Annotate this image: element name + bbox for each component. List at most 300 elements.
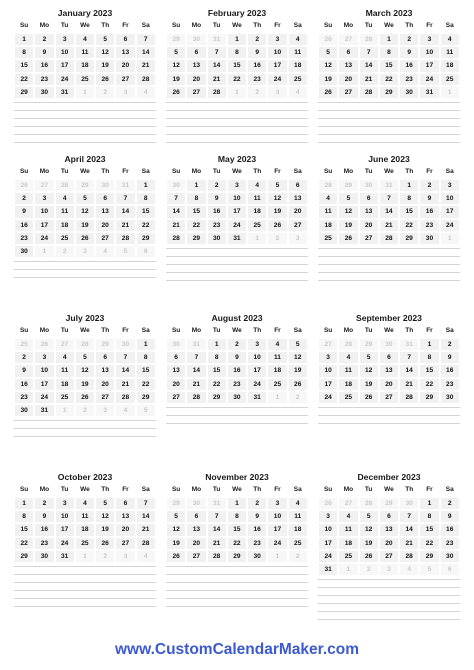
day-cell [115,497,135,510]
day-number: 2 [289,551,307,562]
day-cell [359,523,379,536]
day-cell [136,59,156,72]
weekday-label: Fr [426,327,433,334]
day-number: 6 [360,193,378,204]
day-number: 17 [319,379,337,390]
day-cell [247,550,267,563]
weekday-label: Sa [293,22,302,29]
day-number: 13 [289,193,307,204]
day-number: 30 [248,551,266,562]
day-number: 29 [187,233,205,244]
day-cell [419,364,439,377]
day-cell [338,523,358,536]
day-number: 10 [35,206,53,217]
day-cell [359,73,379,86]
day-number: 9 [441,511,459,522]
day-cell [247,59,267,72]
adjacent-month-day-cell [136,404,156,417]
day-number: 3 [420,34,438,45]
day-cell [34,391,54,404]
week-row [14,497,156,510]
adjacent-month-day-cell [115,179,135,192]
day-number: 31 [380,180,398,191]
weekday-label: Tu [364,22,373,29]
day-number: 7 [400,352,418,363]
day-number: 27 [289,220,307,231]
note-line [318,102,460,110]
adjacent-month-day-cell [34,245,54,258]
notes-lines [318,407,460,431]
footer-website[interactable]: www.CustomCalendarMaker.com [114,641,360,658]
day-number: 2 [248,498,266,509]
day-cell [166,86,186,99]
adjacent-month-day-cell [399,497,419,510]
week-row [14,364,156,377]
day-number: 4 [400,564,418,575]
day-cell [247,364,267,377]
month-july [14,311,156,444]
day-cell [227,510,247,523]
day-number: 12 [289,352,307,363]
day-cell [247,378,267,391]
day-number: 28 [360,87,378,98]
day-number: 23 [400,74,418,85]
day-cell [14,219,34,232]
day-cell [14,245,34,258]
day-number: 5 [96,498,114,509]
adjacent-month-day-cell [14,338,34,351]
day-number: 8 [187,193,205,204]
adjacent-month-day-cell [75,245,95,258]
weekday-header-row [14,325,156,337]
adjacent-month-day-cell [207,33,227,46]
day-cell [267,497,287,510]
day-number: 30 [380,339,398,350]
day-cell [318,364,338,377]
adjacent-month-day-cell [115,245,135,258]
day-cell [186,73,206,86]
day-cell [14,86,34,99]
day-number: 27 [116,74,134,85]
day-cell [136,179,156,192]
week-row [166,192,308,205]
day-number: 26 [360,392,378,403]
day-number: 2 [289,392,307,403]
day-cell [136,232,156,245]
day-cell [338,192,358,205]
note-line [166,598,308,606]
day-cell [338,232,358,245]
day-number: 9 [35,47,53,58]
day-number: 30 [400,498,418,509]
weekday-label: We [80,168,90,175]
week-row [166,219,308,232]
day-number: 1 [187,180,205,191]
day-cell [318,563,338,576]
day-number: 25 [248,220,266,231]
day-number: 28 [208,551,226,562]
day-cell [95,378,115,391]
day-cell [34,192,54,205]
week-row [166,205,308,218]
day-number: 16 [35,60,53,71]
day-number: 21 [400,379,418,390]
weekday-label: Su [323,486,333,493]
day-number: 1 [420,498,438,509]
day-cell [75,73,95,86]
day-number: 10 [319,524,337,535]
weekday-label: Tu [60,327,69,334]
weekday-label: Sa [141,327,150,334]
day-number: 15 [420,365,438,376]
day-number: 28 [56,180,74,191]
day-cell [14,537,34,550]
weekday-label: Fr [426,168,433,175]
day-number: 1 [441,87,459,98]
weekday-header-row [14,484,156,496]
day-cell [440,351,460,364]
day-cell [166,205,186,218]
day-number: 8 [208,352,226,363]
day-cell [419,205,439,218]
day-number: 2 [35,498,53,509]
day-cell [115,364,135,377]
day-cell [419,351,439,364]
day-number: 4 [339,352,357,363]
day-cell [55,59,75,72]
day-cell [399,391,419,404]
day-number: 11 [248,193,266,204]
day-number: 31 [208,34,226,45]
day-number: 4 [441,34,459,45]
weekday-label: Mo [39,168,50,175]
day-number: 27 [116,538,134,549]
day-number: 17 [228,206,246,217]
day-number: 6 [187,47,205,58]
week-row [318,364,460,377]
day-number: 14 [400,524,418,535]
day-cell [247,73,267,86]
day-cell [136,33,156,46]
note-line [166,134,308,142]
day-cell [247,510,267,523]
day-number: 28 [380,233,398,244]
week-row [318,219,460,232]
day-cell [95,219,115,232]
day-number: 24 [56,74,74,85]
note-line [14,142,156,150]
day-cell [338,510,358,523]
day-cell [166,364,186,377]
day-number: 1 [137,339,155,350]
day-number: 4 [56,193,74,204]
day-number: 3 [319,352,337,363]
day-number: 30 [96,180,114,191]
day-number: 27 [187,551,205,562]
day-number: 31 [187,339,205,350]
adjacent-month-day-cell [267,550,287,563]
day-cell [136,497,156,510]
weekday-label: We [232,486,242,493]
day-number: 3 [116,551,134,562]
day-number: 18 [56,379,74,390]
day-number: 20 [187,538,205,549]
day-cell [95,46,115,59]
day-number: 29 [380,87,398,98]
note-line [14,269,156,277]
day-number: 18 [248,206,266,217]
day-number: 2 [248,34,266,45]
week-row [14,391,156,404]
day-number: 22 [400,220,418,231]
week-row [318,523,460,536]
day-number: 18 [441,60,459,71]
adjacent-month-day-cell [379,497,399,510]
day-number: 28 [208,87,226,98]
day-cell [95,537,115,550]
day-number: 6 [167,352,185,363]
day-number: 28 [400,392,418,403]
month-november [166,470,308,614]
weekday-label: Th [405,168,414,175]
day-cell [34,205,54,218]
weekday-label: Tu [212,168,221,175]
day-number: 13 [339,60,357,71]
day-cell [288,537,308,550]
day-cell [14,404,34,417]
day-number: 27 [319,339,337,350]
day-cell [14,523,34,536]
day-cell [379,86,399,99]
week-row [166,537,308,550]
day-cell [95,73,115,86]
day-number: 5 [420,564,438,575]
day-number: 2 [228,339,246,350]
day-cell [115,523,135,536]
adjacent-month-day-cell [115,404,135,417]
adjacent-month-day-cell [166,179,186,192]
day-cell [359,510,379,523]
day-number: 22 [15,538,33,549]
day-cell [207,523,227,536]
day-cell [166,523,186,536]
day-number: 22 [228,538,246,549]
adjacent-month-day-cell [318,179,338,192]
day-number: 20 [167,379,185,390]
day-number: 13 [187,524,205,535]
day-number: 21 [187,379,205,390]
notes-lines [14,420,156,444]
day-number: 20 [96,379,114,390]
adjacent-month-day-cell [95,338,115,351]
day-number: 8 [420,511,438,522]
day-number: 17 [56,60,74,71]
note-line [166,118,308,126]
day-cell [115,192,135,205]
day-cell [399,550,419,563]
day-number: 30 [208,233,226,244]
day-number: 29 [76,180,94,191]
day-number: 13 [380,365,398,376]
day-cell [379,550,399,563]
day-cell [318,537,338,550]
day-cell [14,33,34,46]
day-number: 16 [228,365,246,376]
day-cell [267,59,287,72]
day-cell [399,205,419,218]
day-cell [419,232,439,245]
day-cell [166,351,186,364]
day-number: 30 [420,233,438,244]
day-cell [75,351,95,364]
day-number: 15 [228,524,246,535]
weekday-label: Mo [191,327,202,334]
day-cell [440,338,460,351]
day-number: 22 [228,74,246,85]
day-number: 6 [289,180,307,191]
day-cell [247,537,267,550]
day-cell [207,391,227,404]
day-cell [379,378,399,391]
day-cell [75,59,95,72]
day-number: 23 [15,233,33,244]
day-cell [136,192,156,205]
day-number: 20 [116,524,134,535]
day-number: 16 [15,379,33,390]
week-row [14,245,156,258]
day-number: 5 [360,511,378,522]
day-cell [166,192,186,205]
day-number: 26 [76,233,94,244]
day-cell [419,391,439,404]
day-cell [267,378,287,391]
day-number: 18 [289,524,307,535]
day-cell [75,205,95,218]
day-number: 3 [56,498,74,509]
day-cell [419,550,439,563]
adjacent-month-day-cell [359,33,379,46]
week-row [14,86,156,99]
notes-lines [14,261,156,285]
day-number: 26 [360,551,378,562]
adjacent-month-day-cell [359,179,379,192]
day-number: 18 [319,220,337,231]
day-number: 17 [248,365,266,376]
day-cell [288,219,308,232]
day-cell [34,550,54,563]
note-line [318,126,460,134]
adjacent-month-day-cell [379,563,399,576]
day-cell [440,497,460,510]
day-number: 21 [208,74,226,85]
day-cell [247,338,267,351]
day-cell [207,219,227,232]
day-cell [419,179,439,192]
day-number: 14 [208,60,226,71]
day-number: 5 [76,352,94,363]
day-number: 28 [167,233,185,244]
weekday-label: We [80,327,90,334]
day-cell [318,378,338,391]
day-number: 28 [319,180,337,191]
day-number: 19 [167,538,185,549]
day-number: 12 [167,524,185,535]
day-number: 3 [380,564,398,575]
weekday-label: Tu [60,22,69,29]
day-number: 29 [228,551,246,562]
day-cell [288,510,308,523]
week-row [14,33,156,46]
weekday-label: Th [405,486,414,493]
day-number: 27 [96,392,114,403]
day-cell [55,550,75,563]
day-number: 1 [15,498,33,509]
day-cell [115,232,135,245]
day-number: 16 [208,206,226,217]
adjacent-month-day-cell [338,179,358,192]
month-title: January 2023 [57,8,113,18]
note-line [14,110,156,118]
note-line [318,272,460,280]
adjacent-month-day-cell [75,86,95,99]
day-number: 26 [268,220,286,231]
day-cell [440,219,460,232]
day-number: 10 [319,365,337,376]
adjacent-month-day-cell [75,179,95,192]
day-number: 1 [380,34,398,45]
day-number: 17 [441,206,459,217]
day-number: 25 [56,392,74,403]
day-number: 23 [35,538,53,549]
day-number: 12 [76,365,94,376]
adjacent-month-day-cell [186,33,206,46]
week-row [318,192,460,205]
weekday-label: We [80,22,90,29]
day-cell [55,46,75,59]
weekday-label: Su [171,486,181,493]
weekday-label: Mo [343,168,354,175]
day-number: 16 [15,220,33,231]
day-cell [359,391,379,404]
day-cell [379,523,399,536]
day-cell [247,179,267,192]
day-cell [419,73,439,86]
day-cell [419,86,439,99]
day-number: 31 [116,180,134,191]
adjacent-month-day-cell [207,497,227,510]
day-cell [136,391,156,404]
day-cell [227,73,247,86]
day-number: 11 [76,511,94,522]
day-number: 18 [76,60,94,71]
weekday-label: Sa [141,168,150,175]
day-cell [166,232,186,245]
day-number: 1 [137,180,155,191]
day-number: 8 [228,47,246,58]
day-number: 28 [76,339,94,350]
day-number: 19 [360,379,378,390]
weekday-header-row [166,325,308,337]
weekday-label: Th [101,486,110,493]
day-number: 10 [56,47,74,58]
day-cell [227,192,247,205]
day-number: 14 [187,365,205,376]
notes-lines [166,407,308,431]
day-number: 23 [248,538,266,549]
day-number: 17 [35,379,53,390]
day-number: 2 [420,180,438,191]
day-number: 11 [268,352,286,363]
